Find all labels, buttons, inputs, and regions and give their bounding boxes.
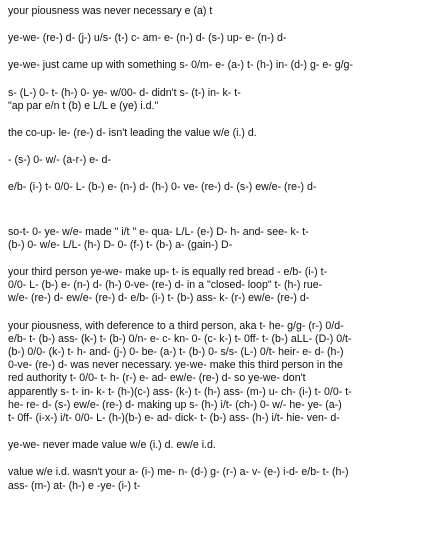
text-line: so-t- 0- ye- w/e- made " i/t " e- qua- L/L- (e-) D- h- and- see- k- t- <box>8 225 309 238</box>
paragraph <box>8 266 413 306</box>
text-line: ye-we- (re-) d- (j-) u/s- (t-) c- am- e- (n-) d- (s-) up- e- (n-) d- <box>8 32 287 45</box>
text-line: 0-ve- (re-) d- was never necessary. ye-we- make this third person in the <box>8 359 343 372</box>
paragraph <box>8 226 413 252</box>
text-line: he- re- d- (s-) ew/e- (re-) d- making up s- (h-) i/t- (ch-) 0- w/- he- ye- (a-) <box>8 398 342 411</box>
paragraph <box>8 181 413 194</box>
text-line: t- 0ff- (i-x-) i/t- 0/0- L- (h-)(b-) e- ad- dick- t- (b-) ass- (h-) i/t- hie- ven- d- <box>8 412 340 425</box>
text-line: ass- (m-) at- (h-) e -ye- (i-) t- <box>8 479 141 492</box>
paragraph <box>8 127 413 140</box>
text-line: (b-) 0/0- (k-) t- h- and- (j-) 0- be- (a-) t- (b-) 0- s/s- (L-) 0/t- heir- e- d- (h-) <box>8 346 344 359</box>
paragraph <box>8 320 413 426</box>
text-line: - (s-) 0- w/- (a-r-) e- d- <box>8 154 111 167</box>
text-line: your third person ye-we- make up- t- is equally red bread - e/b- (i-) t- <box>8 266 328 279</box>
text-line: ye-we- just came up with something s- 0/m- e- (a-) t- (h-) in- (d-) g- e- g/g- <box>8 59 353 72</box>
text-line: the co-up- le- (re-) d- isn't leading the value w/e (i.) d. <box>8 127 257 140</box>
paragraph <box>8 87 413 113</box>
text-line: s- (L-) 0- t- (h-) 0- ye- w/00- d- didn't s- (t-) in- k- t- <box>8 86 241 99</box>
text-line: (b-) 0- w/e- L/L- (h-) D- 0- (f-) t- (b-) a- (gain-) D- <box>8 238 233 251</box>
paragraph <box>8 59 413 72</box>
text-line: 0/0- L- (b-) e- (n-) d- (h-) 0-ve- (re-) d- in a "closed- loop" t- (h-) rue- <box>8 279 323 292</box>
paragraph <box>8 154 413 167</box>
text-line: apparently s- t- in- k- t- (h-)(c-) ass- (k-) t- (h-) ass- (m-) u- ch- (i-) t- 0/0- t- <box>8 385 352 398</box>
text-line: w/e- (re-) d- ew/e- (re-) d- e/b- (i-) t- (b-) ass- k- (r-) ew/e- (re-) d- <box>8 292 310 305</box>
text-line: ye-we- never made value w/e (i.) d. ew/e i.d. <box>8 439 216 452</box>
text-line: e/b- t- (b-) ass- (k-) t- (b-) 0/n- e- c- kn- 0- (c- k-) t- 0ff- t- (b-) aLL- (D-) 0/t- <box>8 332 352 345</box>
text-line: "ap par e/n t (b) e L/L e (ye) i.d." <box>8 99 159 112</box>
paragraph <box>8 32 413 45</box>
text-line: value w/e i.d. wasn't your a- (i-) me- n- (d-) g- (r-) a- v- (e-) i-d- e/b- t- (h-) <box>8 466 349 479</box>
text-line: your piousness, with deference to a third person, aka t- he- g/g- (r-) 0/d- <box>8 319 344 332</box>
paragraph <box>8 5 413 18</box>
text-line: e/b- (i-) t- 0/0- L- (b-) e- (n-) d- (h-) 0- ve- (re-) d- (s-) ew/e- (re-) d- <box>8 181 317 194</box>
paragraph <box>8 439 413 452</box>
text-line: red authority t- 0/0- t- h- (r-) e- ad- ew/e- (re-) d- so ye-we- don't <box>8 372 306 385</box>
text-line: your piousness was never necessary e (a) t <box>8 5 213 17</box>
paragraph <box>8 466 413 492</box>
